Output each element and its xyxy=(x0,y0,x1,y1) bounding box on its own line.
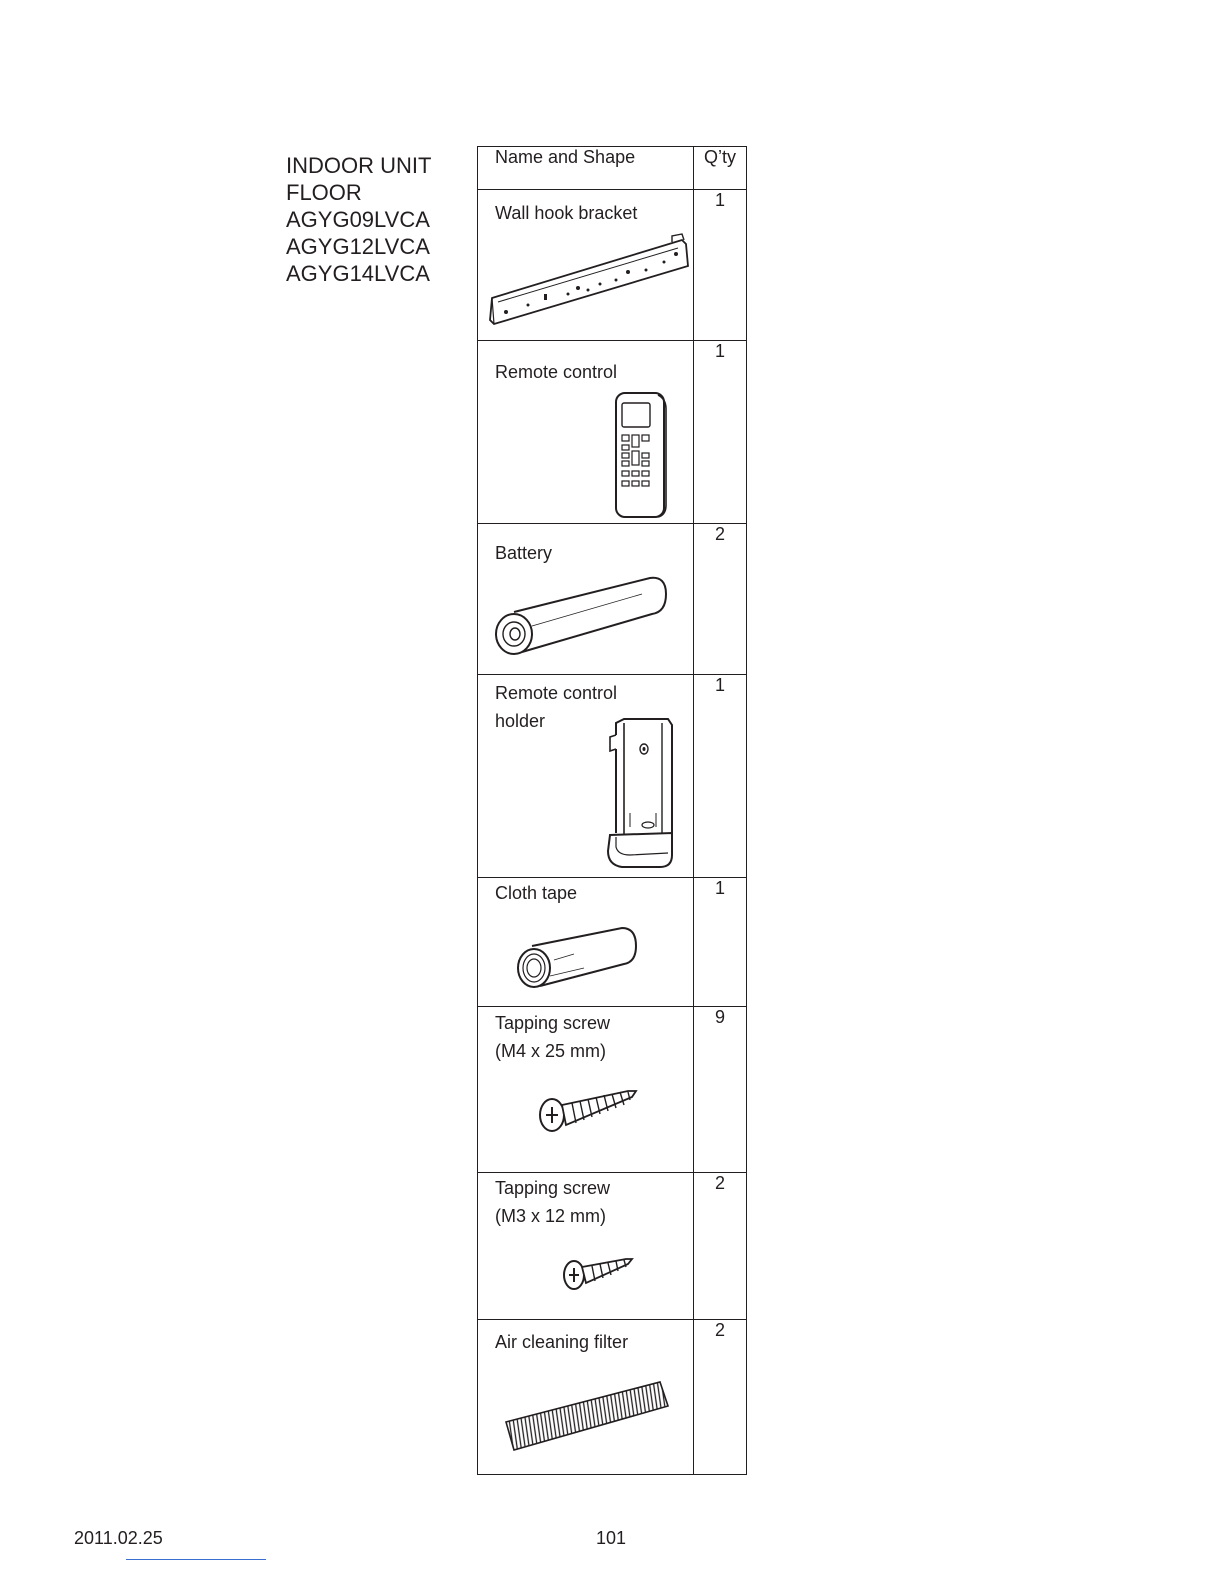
item-name-line: Cloth tape xyxy=(495,883,578,903)
name-cell xyxy=(478,524,694,675)
item-name xyxy=(495,1174,610,1230)
item-name-line: holder xyxy=(495,711,546,731)
name-cell xyxy=(478,1320,694,1475)
table-row xyxy=(478,675,747,878)
qty-cell: 9 xyxy=(694,1007,747,1173)
item-name-line: (M4 x 25 mm) xyxy=(495,1041,607,1061)
table-row xyxy=(478,1320,747,1475)
item-name-line: Remote control xyxy=(495,683,618,703)
table-row xyxy=(478,190,747,341)
qty-cell: 2 xyxy=(694,1320,747,1475)
item-name-line: Remote control xyxy=(495,362,618,382)
table-header-row xyxy=(478,147,747,190)
table-row xyxy=(478,524,747,675)
name-cell xyxy=(478,878,694,1007)
name-cell xyxy=(478,190,694,341)
item-name xyxy=(495,879,577,907)
remote-control-icon xyxy=(608,389,670,521)
table-row xyxy=(478,878,747,1007)
item-name-line: Wall hook bracket xyxy=(495,203,638,223)
item-name-line: Air cleaning filter xyxy=(495,1332,629,1352)
item-name xyxy=(495,1328,628,1356)
qty-cell: 2 xyxy=(694,1173,747,1320)
name-cell xyxy=(478,1007,694,1173)
heading-line: FLOOR xyxy=(286,180,362,205)
item-name-line: Battery xyxy=(495,543,553,563)
heading-line: INDOOR UNIT xyxy=(286,153,432,178)
qty-cell: 1 xyxy=(694,341,747,524)
item-name xyxy=(495,1009,610,1065)
item-name xyxy=(495,358,617,386)
wall-hook-bracket-icon xyxy=(486,232,691,332)
remote-control-holder-icon xyxy=(602,715,678,871)
tapping-screw-small-icon xyxy=(560,1251,636,1293)
table-row xyxy=(478,1173,747,1320)
table-row xyxy=(478,1007,747,1173)
item-name-line: Tapping screw xyxy=(495,1013,611,1033)
item-name xyxy=(495,539,552,567)
name-cell xyxy=(478,675,694,878)
name-cell xyxy=(478,1173,694,1320)
name-cell xyxy=(478,341,694,524)
qty-cell: 2 xyxy=(694,524,747,675)
heading-line: AGYG12LVCA xyxy=(286,234,430,259)
item-name xyxy=(495,679,617,735)
heading-line: AGYG14LVCA xyxy=(286,261,430,286)
table-row xyxy=(478,341,747,524)
qty-cell: 1 xyxy=(694,190,747,341)
item-name-line: (M3 x 12 mm) xyxy=(495,1206,607,1226)
qty-cell: 1 xyxy=(694,878,747,1007)
page-number: 101 xyxy=(596,1528,627,1548)
tapping-screw-large-icon xyxy=(536,1083,640,1137)
unit-heading xyxy=(286,152,431,287)
cloth-tape-icon xyxy=(514,924,640,994)
footer-date: 2011.02.25 xyxy=(74,1528,163,1548)
header-name-label: Name and Shape xyxy=(495,147,636,167)
item-name-line: Tapping screw xyxy=(495,1178,611,1198)
battery-icon xyxy=(492,572,672,666)
qty-cell: 1 xyxy=(694,675,747,878)
air-cleaning-filter-icon xyxy=(502,1376,674,1456)
header-qty-cell: Q’ty xyxy=(694,147,747,190)
accessories-table xyxy=(477,146,747,1475)
item-name xyxy=(495,199,637,227)
heading-line: AGYG09LVCA xyxy=(286,207,430,232)
footer-divider xyxy=(126,1559,266,1560)
header-name-cell xyxy=(478,147,694,190)
